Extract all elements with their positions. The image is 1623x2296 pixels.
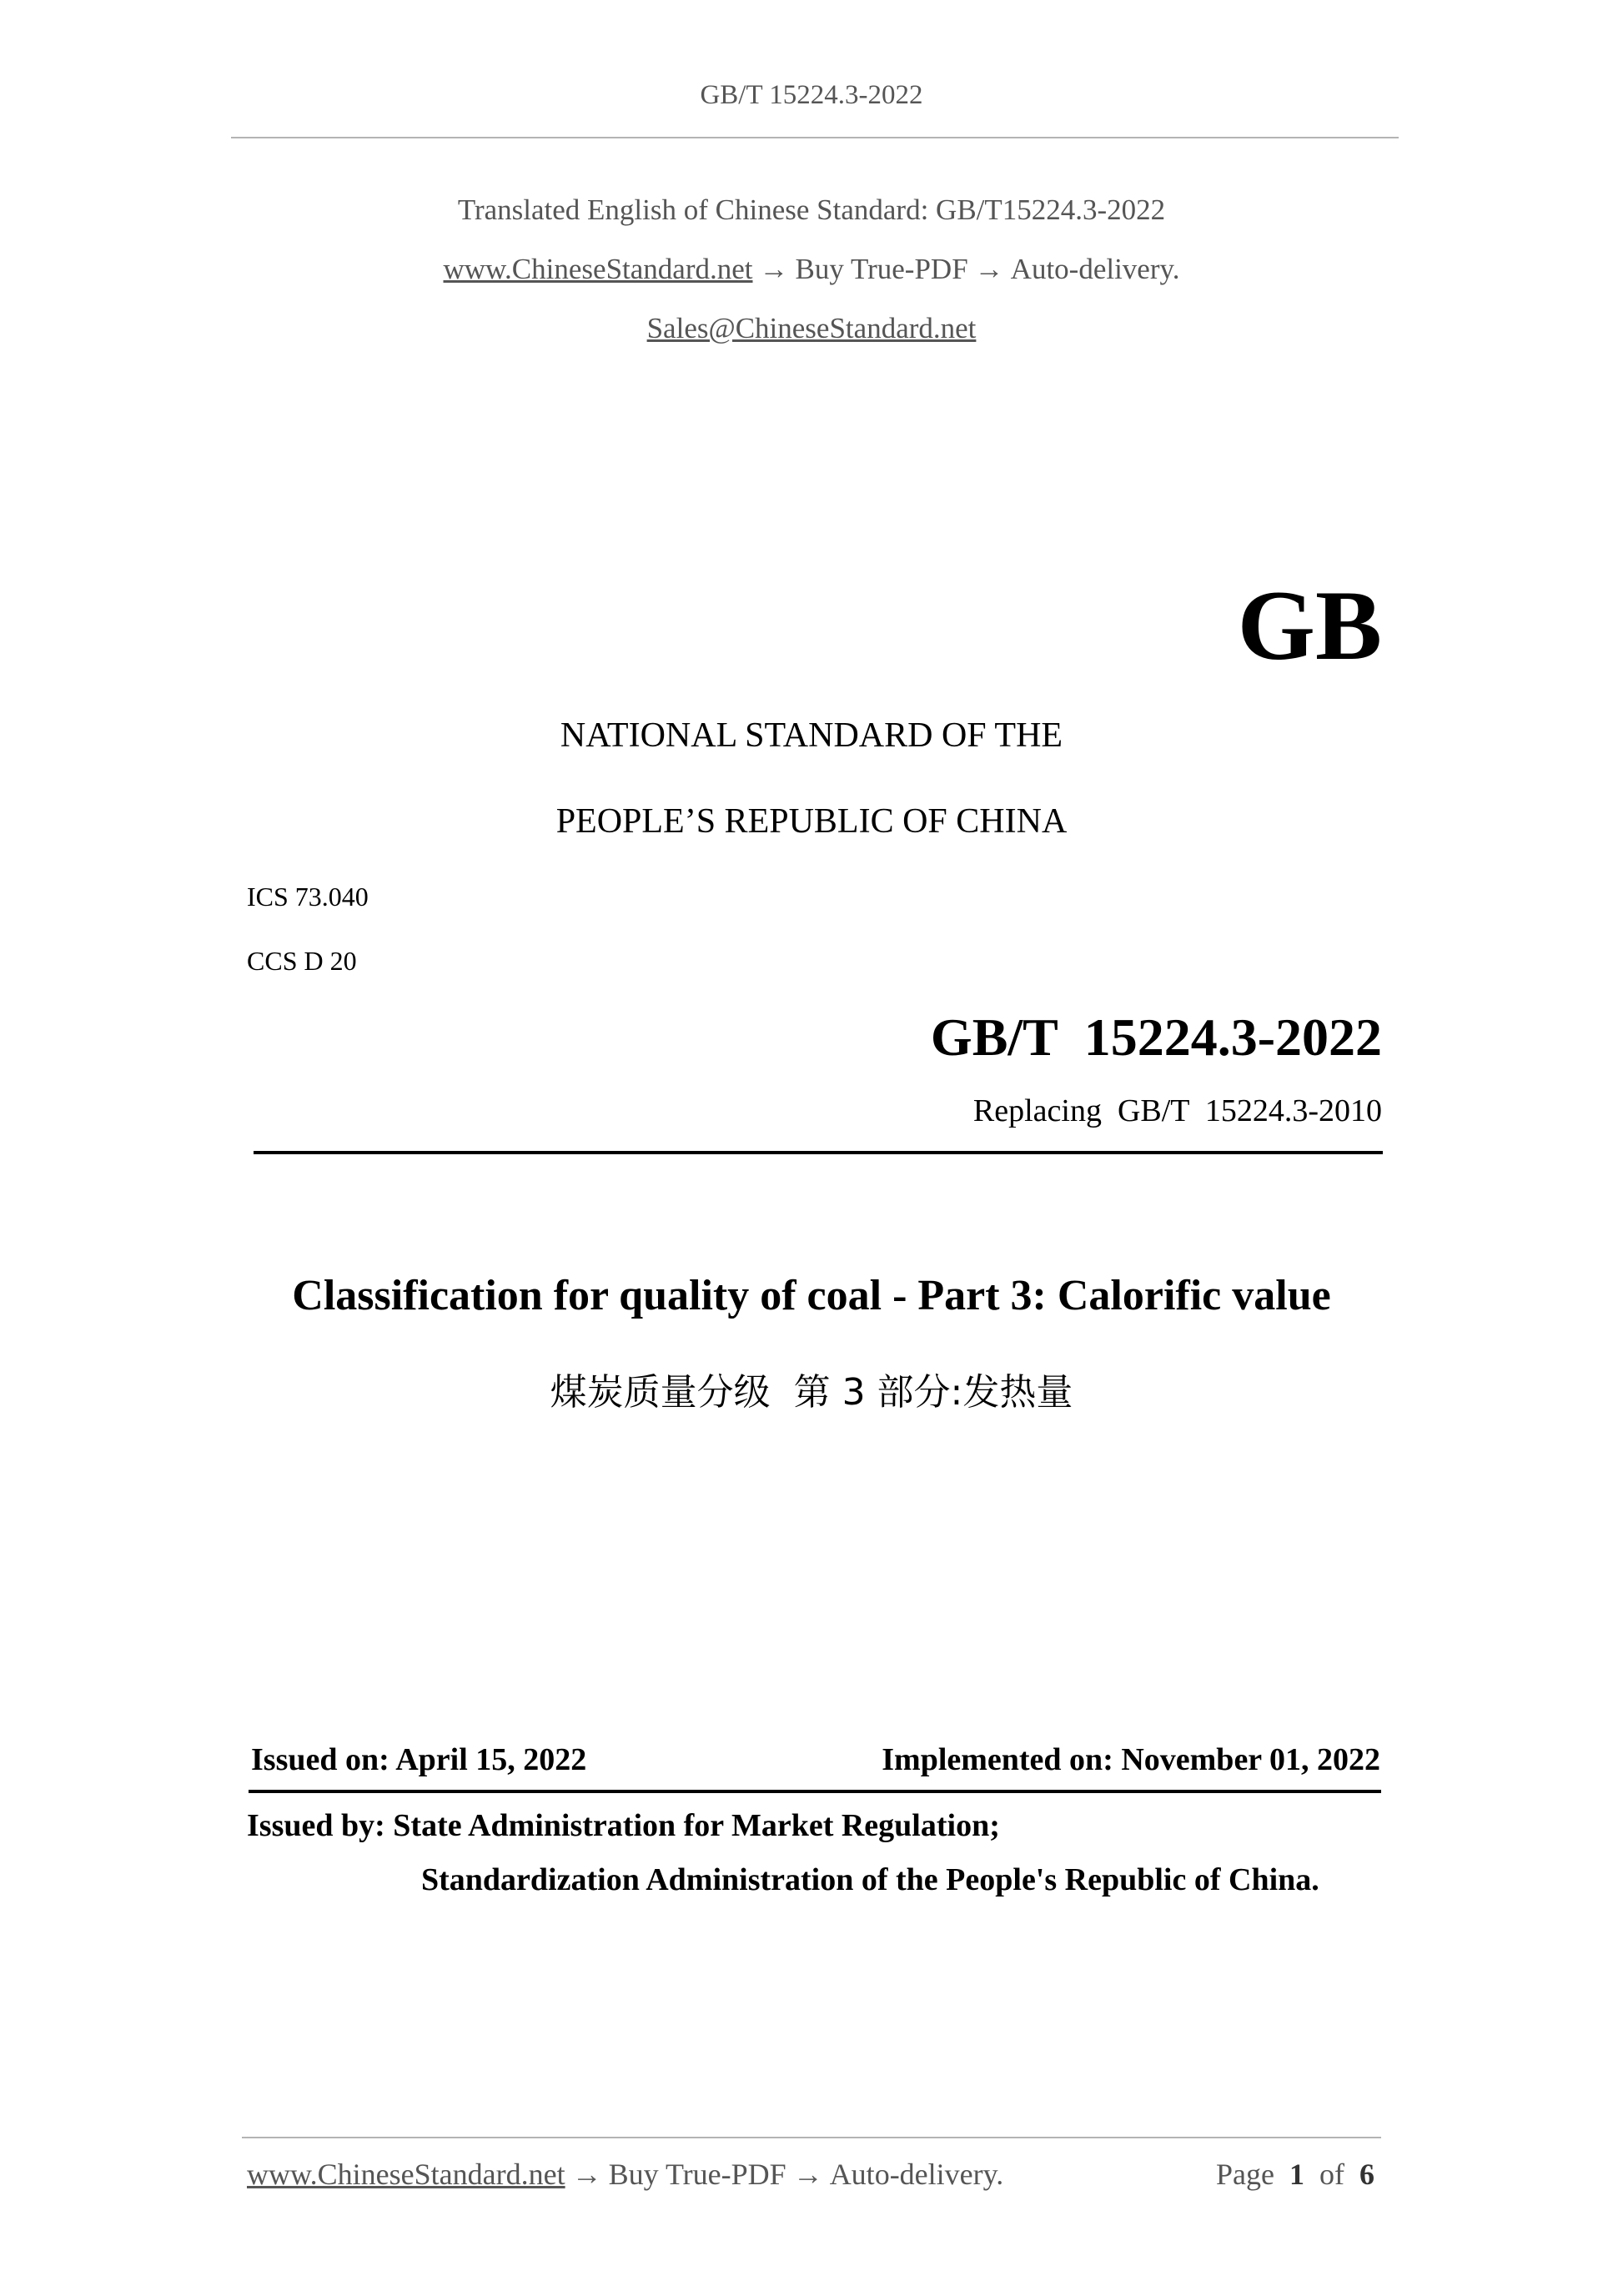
page-of: of xyxy=(1319,2158,1344,2191)
sales-email-line xyxy=(0,312,1623,345)
site-link[interactable]: www.ChineseStandard.net xyxy=(443,253,753,285)
page-current: 1 xyxy=(1289,2158,1304,2191)
ccs-code: CCS D 20 xyxy=(247,946,357,976)
standard-number: GB/T 15224.3-2022 xyxy=(930,1007,1382,1067)
national-standard-heading-line-2: PEOPLE’S REPUBLIC OF CHINA xyxy=(555,802,1068,841)
gb-mark: GB xyxy=(1237,570,1382,681)
delivery-text: Auto-delivery. xyxy=(1010,253,1180,285)
issue-divider xyxy=(249,1790,1381,1793)
footer-delivery-text: Auto-delivery. xyxy=(829,2158,1004,2191)
page-indicator xyxy=(1216,2157,1374,2192)
translation-notice: Translated English of Chinese Standard: GB/T15224.3-2022 xyxy=(457,193,1166,226)
footer-purchase-line xyxy=(247,2157,1003,2192)
footer-divider xyxy=(242,2137,1381,2138)
header-divider xyxy=(231,137,1399,138)
arrow-right-icon: → xyxy=(974,253,1004,285)
footer-site-link[interactable]: www.ChineseStandard.net xyxy=(247,2158,565,2191)
buy-text: Buy True-PDF xyxy=(795,253,968,285)
arrow-right-icon: → xyxy=(571,2158,602,2191)
footer-buy-text: Buy True-PDF xyxy=(608,2158,786,2191)
replacing-standard: Replacing GB/T 15224.3-2010 xyxy=(972,1093,1382,1128)
issued-by-line-1: Issued by: State Administration for Market Regulation; xyxy=(247,1808,1000,1843)
implemented-on-date: Implemented on: November 01, 2022 xyxy=(882,1742,1380,1777)
national-standard-heading-line-1: NATIONAL STANDARD OF THE xyxy=(560,716,1063,755)
arrow-right-icon: → xyxy=(759,253,789,285)
document-title-english: Classification for quality of coal - Part 3: Calorific value xyxy=(292,1272,1331,1319)
running-header: GB/T 15224.3-2022 xyxy=(700,80,923,110)
sales-email-link[interactable]: Sales@ChineseStandard.net xyxy=(646,312,977,344)
purchase-banner xyxy=(0,253,1623,286)
issued-on-date: Issued on: April 15, 2022 xyxy=(251,1742,587,1777)
page-total: 6 xyxy=(1359,2158,1374,2191)
ics-code: ICS 73.040 xyxy=(247,882,369,912)
issued-by-line-2: Standardization Administration of the People's Republic of China. xyxy=(421,1862,1319,1897)
document-title-chinese: 煤炭质量分级 第 3 部分:发热量 xyxy=(550,1371,1073,1414)
page-label: Page xyxy=(1216,2158,1274,2191)
arrow-right-icon: → xyxy=(792,2158,823,2191)
title-divider xyxy=(254,1151,1383,1154)
